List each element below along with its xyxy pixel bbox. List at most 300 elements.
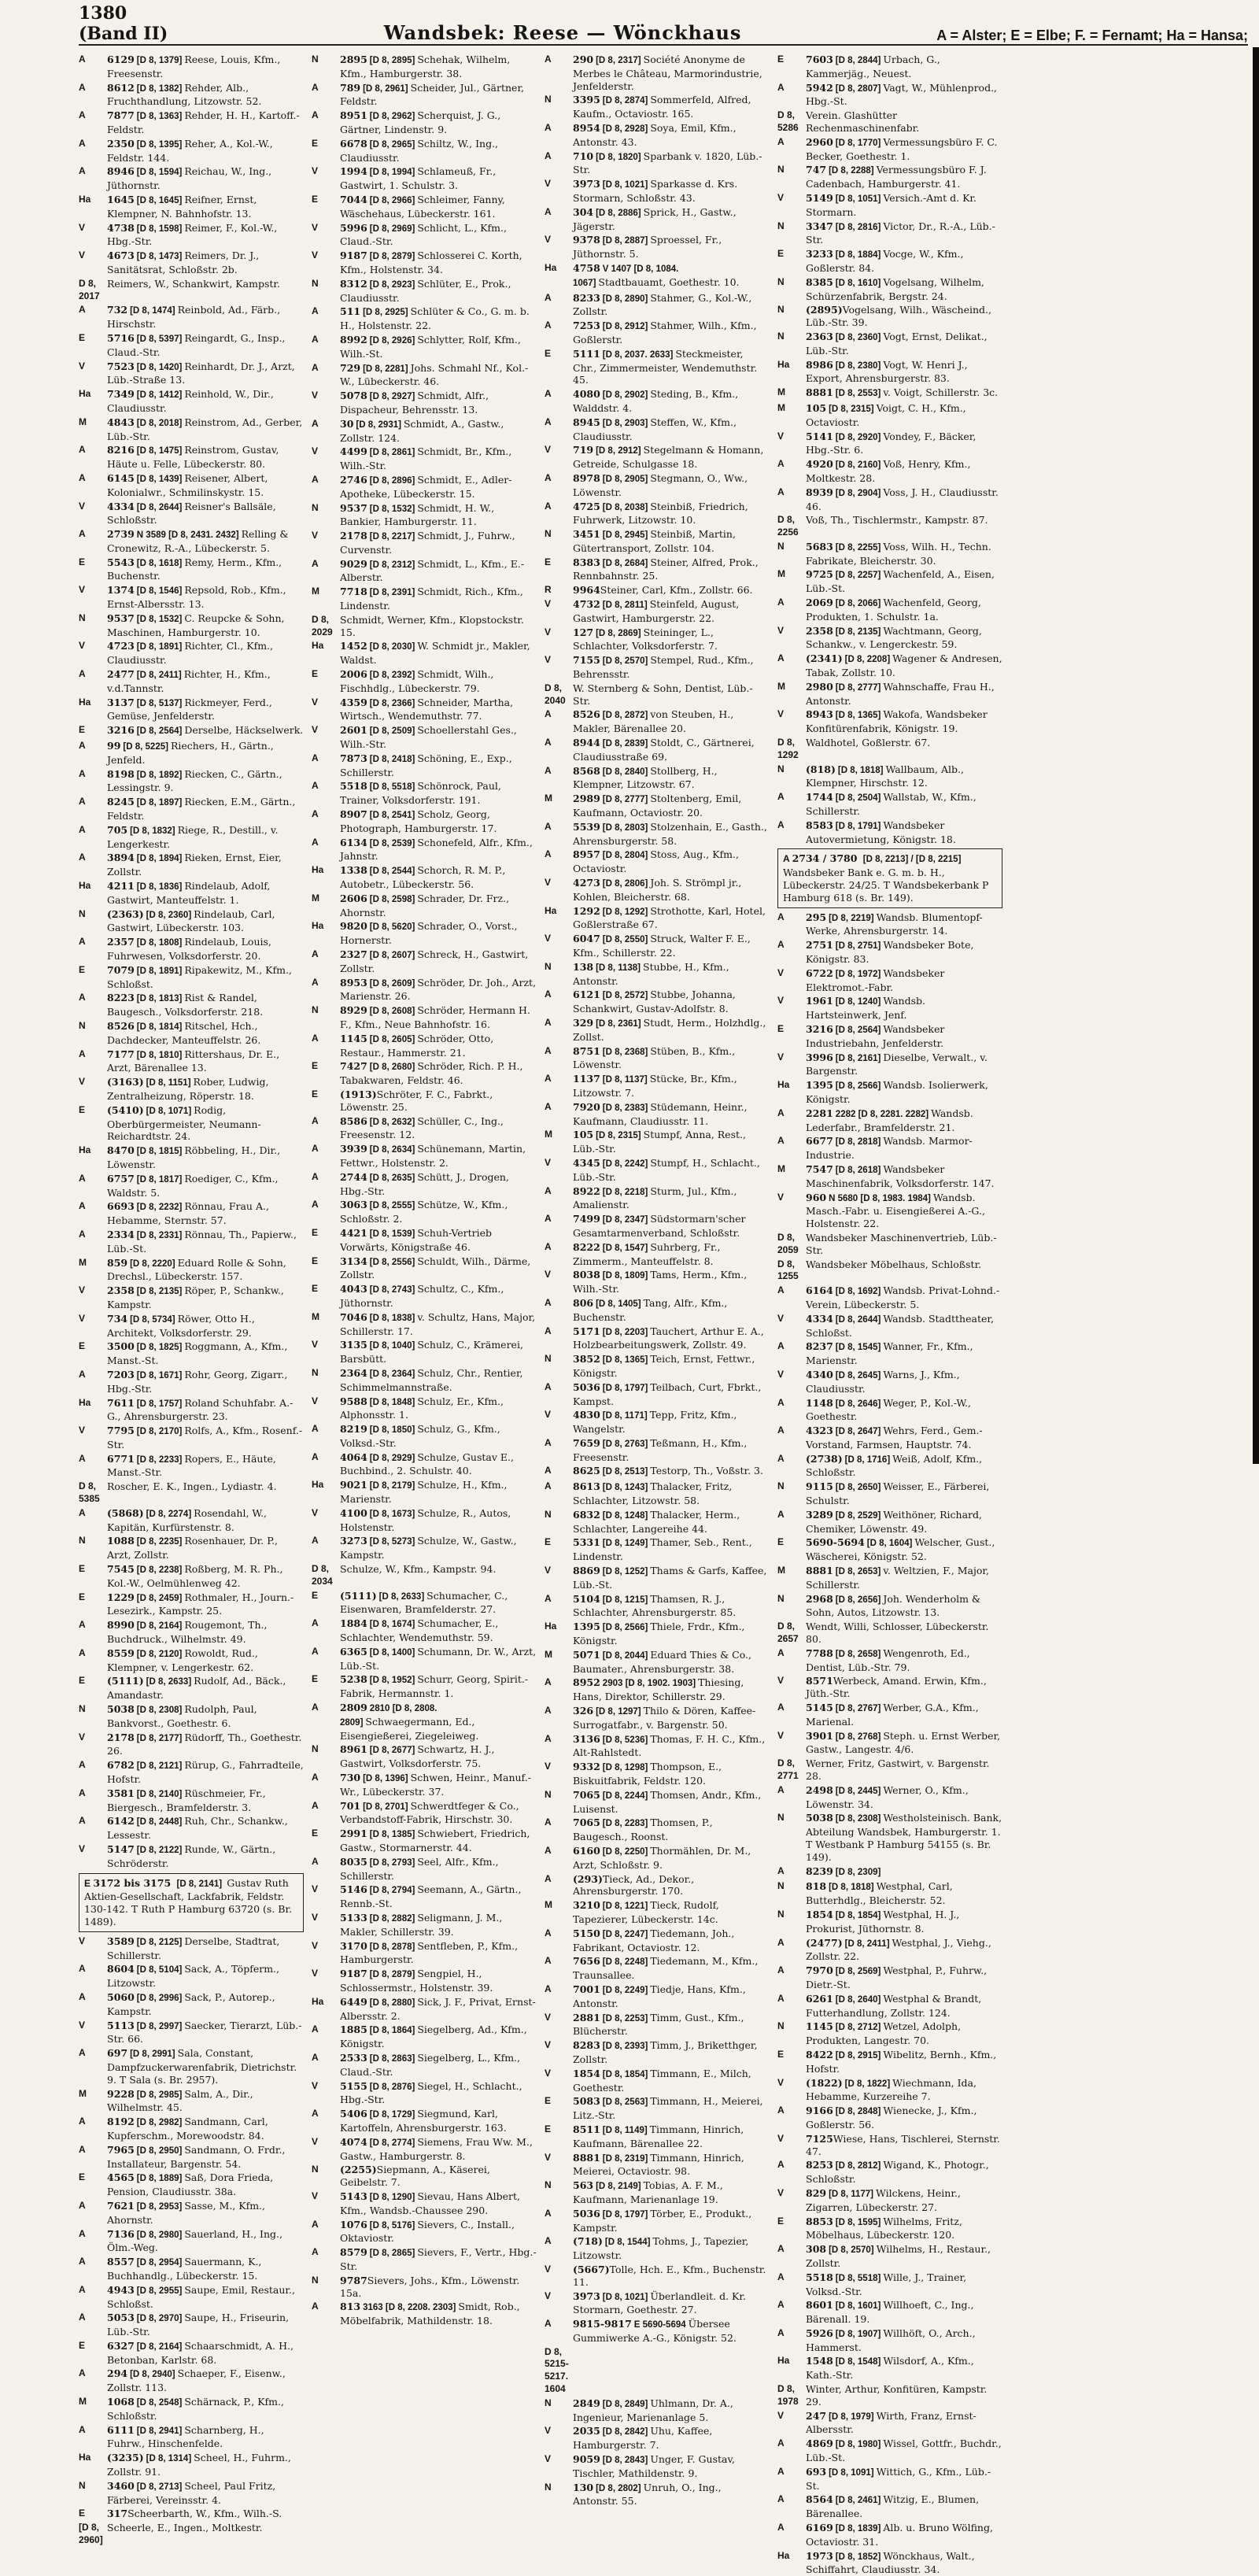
exchange-letter: A [79, 2423, 86, 2435]
list-item [79, 2200, 304, 2227]
exchange-letter: V [79, 1731, 86, 1743]
subscriber-name: Schröter, F. C., Fabrkt., Löwenstr. 25. [340, 1088, 493, 1113]
list-item [777, 1621, 1002, 1646]
exchange-letter: N [777, 2020, 785, 2032]
phone-number: 7253 [573, 320, 600, 332]
subscriber-name: Steinbiß, Martin, Gütertransport, Zollstr. 104. [573, 528, 736, 554]
phone-number: 7545 [107, 1563, 135, 1576]
list-item [777, 54, 1002, 80]
line-ref: [D 8, 1545] [835, 1343, 881, 1353]
entry-text [107, 2312, 304, 2338]
subscriber-name: Schwiebert, Friedrich, Gastw., Stormarnerstr. 44. [340, 1828, 530, 1853]
phone-number: 2178 [340, 530, 367, 542]
exchange-letter: A [545, 1325, 552, 1336]
list-item [545, 2208, 770, 2234]
line-ref: [D 8, 1601] [835, 2301, 881, 2312]
phone-number: 8038 [573, 1269, 600, 1281]
phone-number: 2606 [340, 892, 367, 904]
list-item [777, 1192, 1002, 1230]
list-item [545, 2095, 770, 2122]
entry-text [573, 1353, 770, 1380]
line-ref: [D 8, 1400] [369, 1647, 415, 1658]
entry-text [340, 752, 537, 779]
entry-text [573, 1845, 770, 1872]
list-item [312, 1227, 537, 1254]
subscriber-name: Wehrs, Ferd., Gem.-Vorstand, Farmsen, Hauptstr. 74. [806, 1425, 983, 1451]
subscriber-name: Tang, Alfr., Kfm., Buchenstr. [573, 1296, 728, 1323]
subscriber-name: Sengpiel, H., Schlossermstr., Holstenstr. 39. [340, 1968, 493, 1994]
exchange-letter: A [79, 852, 86, 863]
phone-number: 8222 [573, 1240, 600, 1253]
list-item [79, 1963, 304, 1990]
list-item [312, 82, 537, 109]
subscriber-name: Schumacher, E., Schlachter, Wendemuthstr. 59. [340, 1617, 499, 1644]
exchange-letter: V [545, 2151, 552, 2163]
exchange-letter: E [545, 2123, 552, 2134]
entry-text [573, 765, 770, 792]
line-ref: [D 8, 5518] [369, 782, 415, 793]
list-item [79, 1815, 304, 1842]
entry-text [340, 82, 537, 109]
exchange-letter: A [545, 2235, 552, 2247]
phone-number: 247 [806, 2409, 827, 2422]
phone-number: 2357 [107, 936, 135, 948]
entry-text [340, 920, 537, 947]
entry-text [340, 1590, 537, 1617]
phone-number: 8613 [573, 1480, 600, 1493]
subscriber-name: Sproessel, Fr., Jüthornstr. 5. [573, 234, 722, 261]
line-ref: [D 8, 1907] [835, 2329, 881, 2339]
phone-number: 5716 [107, 331, 135, 344]
phone-number: 8929 [340, 1004, 367, 1017]
subscriber-name: Wandsb. Privat-Lohnd.-Verein, Lübeckerstr. 5. [806, 1284, 1000, 1310]
list-item [545, 708, 770, 735]
line-ref: [D 8, 2844] [835, 56, 881, 65]
list-item [777, 1593, 1002, 1620]
entry-text [806, 541, 1002, 567]
phone-number: (5410) [107, 1103, 144, 1116]
line-ref: [D 8, 1171] [602, 1411, 648, 1421]
line-ref: [D 8, 1832] [130, 826, 175, 836]
exchange-letter: V [312, 724, 319, 736]
line-ref: [D 8, 2257] [835, 571, 881, 581]
exchange-letter: V [79, 1312, 86, 1324]
line-ref: [D 8, 5397] [136, 334, 183, 344]
entry-text [340, 1367, 537, 1394]
list-item [777, 1880, 1002, 1907]
list-item [312, 2136, 537, 2163]
subscriber-name: Reinbold, Ad., Färb., Hirschstr. [107, 304, 281, 331]
entry-text [340, 1004, 537, 1031]
entry-text [573, 1381, 770, 1408]
entry-text [806, 2355, 1002, 2382]
entry-text [806, 2410, 1002, 2437]
phone-number: 9964 [573, 584, 600, 597]
subscriber-name: Steiner, Carl, Kfm., Zollstr. 66. [600, 584, 753, 597]
exchange-letter: E [312, 1283, 319, 1295]
entry-text [573, 1017, 770, 1044]
subscriber-name: Sturm, Jul., Kfm., Amalienstr. [573, 1185, 737, 1211]
phone-number: 3170 [340, 1939, 367, 1952]
line-ref: [D 8, 2861] [369, 448, 415, 458]
phone-number: 8992 [340, 333, 367, 346]
phone-number: 7155 [573, 654, 600, 667]
list-item [777, 2243, 1002, 2270]
entry-text [107, 1507, 304, 1534]
phone-number: 3460 [107, 2479, 135, 2492]
subscriber-name: Sentfleben, P., Kfm., Hamburgerstr. [340, 1939, 519, 1966]
line-ref: [D 8, 2572] [602, 991, 648, 1001]
phone-number: 8198 [107, 767, 135, 780]
subscriber-name: Willhöft, O., Arch., Hammerst. [806, 2327, 976, 2353]
subscriber-name: Rönnau, Frau A., Hebamme, Sternstr. 57. [107, 1200, 269, 1227]
line-ref: [D 8, 2793] [369, 1857, 415, 1868]
list-item [777, 2049, 1002, 2075]
phone-number: 4869 [806, 2437, 833, 2450]
list-item [545, 178, 770, 205]
exchange-letter: A [545, 764, 552, 776]
line-ref: [D 8, 2777] [602, 795, 648, 805]
exchange-letter: A [312, 473, 319, 485]
subscriber-name: Rittershaus, Dr. E., Arzt, Bärenallee 13. [107, 1048, 280, 1074]
phone-number: 3273 [340, 1535, 367, 1547]
subscriber-name: Schaarschmidt, A. H., Betonban, Karlstr. 68. [107, 2339, 294, 2366]
entry-text [806, 1621, 1002, 1646]
subscriber-name: Steinbiß, Friedrich, Fuhrwerk, Litzowstr. 10. [573, 500, 748, 527]
line-ref: [D 8, 2605] [369, 1034, 415, 1044]
phone-number: (5868) [107, 1506, 144, 1519]
subscriber-name: Vagt, W., Mühlenprod., Hbg.-St. [806, 81, 998, 108]
subscriber-name: Schlameuß, Fr., Gastwirt, 1. Schulstr. 3. [340, 165, 497, 192]
list-item [312, 2023, 537, 2050]
list-item [545, 626, 770, 653]
exchange-letter: A [777, 1646, 785, 1658]
entry-text [340, 1115, 537, 1142]
exchange-letter: A [312, 305, 319, 317]
entry-text [107, 908, 304, 935]
phone-number: 7621 [107, 2199, 135, 2212]
subscriber-name: Rohr, Georg, Zigarr., Hbg.-Str. [107, 1368, 288, 1395]
subscriber-name: Schulze, H., Kfm., Marienstr. [340, 1479, 508, 1506]
subscriber-name: Rehder, H. H., Kartoff.-Feldstr. [107, 109, 300, 135]
exchange-letter: A [777, 791, 785, 803]
entry-text [573, 1593, 770, 1620]
entry-text [573, 708, 770, 735]
line-ref: [D 8, 1884] [835, 250, 881, 261]
phone-number: 9021 [340, 1479, 367, 1491]
subscriber-name: Sack, A., Töpferm., Litzowstr. [107, 1963, 279, 1990]
list-item [79, 556, 304, 583]
exchange-letter: E [777, 2215, 785, 2227]
entry-text [107, 584, 304, 611]
exchange-letter: A [312, 2218, 319, 2230]
entry-text [573, 1705, 770, 1732]
exchange-letter: A [545, 1817, 552, 1828]
phone-number: (2341) [806, 652, 843, 665]
line-ref: [D 8, 2242] [602, 1159, 648, 1169]
list-item [545, 654, 770, 681]
list-item [312, 614, 537, 639]
exchange-letter: A [777, 2493, 785, 2505]
list-item [545, 2068, 770, 2094]
list-item [79, 360, 304, 387]
entry-text [806, 276, 1002, 303]
list-item [777, 2105, 1002, 2131]
list-item [79, 194, 304, 220]
exchange-letter: M [545, 1129, 552, 1140]
exchange-letter: V [545, 2453, 552, 2465]
phone-number: 6111 [107, 2423, 135, 2436]
entry-text [340, 1968, 537, 1994]
list-item [777, 82, 1002, 109]
line-ref: [D 8, 2912] [596, 446, 641, 456]
entry-text [573, 2179, 770, 2206]
subscriber-name: Teich, Ernst, Fettwr., Königstr. [573, 1353, 755, 1379]
entry-text [340, 1828, 537, 1854]
phone-number: (2895) [806, 304, 843, 316]
entry-text [107, 1257, 304, 1284]
entry-text [573, 1817, 770, 1843]
entry-text [340, 334, 537, 360]
line-ref: [D 8, 1972] [835, 969, 881, 979]
line-ref: [D 8, 1420] [136, 362, 183, 372]
line-ref: [D 8, 2969] [369, 224, 415, 234]
entry-text [107, 2452, 304, 2478]
subscriber-name: Struck, Walter F. E., Kfm., Schillerstr. 22. [573, 933, 751, 959]
list-item [545, 1845, 770, 1872]
list-item [545, 206, 770, 233]
entry-text [806, 1425, 1002, 1451]
line-ref: [D 8, 1839] [835, 2524, 881, 2534]
subscriber-name: Saß, Dora Frieda, Pension, Claudiusstr. 38a. [107, 2171, 274, 2198]
subscriber-name: Röbbeling, H., Dir., Löwenstr. [107, 1144, 281, 1170]
entry-text [107, 2256, 304, 2282]
phone-number: 5150 [573, 1927, 600, 1939]
subscriber-name: Unruh, O., Ing., Antonstr. 55. [573, 2481, 722, 2508]
exchange-letter: V [312, 530, 319, 541]
list-item [545, 1269, 770, 1295]
entry-text [340, 1227, 537, 1254]
entry-text [107, 1591, 304, 1618]
list-item [79, 416, 304, 443]
phone-number: 5060 [107, 1990, 135, 2003]
subscriber-name: Schaeper, F., Eisenw., Zollstr. 113. [107, 2367, 286, 2394]
entry-text [340, 1255, 537, 1282]
list-item [545, 848, 770, 875]
entry-text [806, 939, 1002, 966]
list-item [79, 2522, 304, 2547]
line-ref: [D 8, 2331] [136, 1230, 183, 1240]
page-title: Wandsbek: Reese — Wönckhaus [383, 21, 742, 44]
line-ref: [D 8, 2141] [176, 1879, 225, 1889]
exchange-letter: Ha [312, 864, 324, 876]
exchange-letter: V [312, 696, 319, 708]
line-ref: [D 8, 2677] [369, 1746, 415, 1756]
exchange-letter: N [545, 1788, 552, 1800]
line-ref: [D 8, 1365] [835, 711, 881, 721]
subscriber-name: Schlosserei C. Korth, Kfm., Holstenstr. 34. [340, 249, 522, 275]
exchange-letter: A [545, 471, 552, 483]
list-item [777, 2216, 1002, 2242]
phone-number: 4359 [340, 696, 367, 708]
list-item [79, 1843, 304, 1870]
line-ref: 2903 [D 8, 1902. 1903] [602, 1679, 696, 1689]
exchange-letter: M [79, 1256, 87, 1268]
exchange-letter: V [777, 2186, 785, 2198]
subscriber-name: Remy, Herm., Kfm., Buchenstr. [107, 556, 282, 582]
list-item [79, 908, 304, 935]
exchange-letter: A [79, 2283, 86, 2295]
exchange-letter: A [79, 1506, 86, 1518]
line-ref: [D 8, 2247] [602, 1929, 648, 1939]
list-item [312, 1339, 537, 1366]
exchange-letter: V [312, 1506, 319, 1518]
list-item [545, 1621, 770, 1647]
line-ref: [D 8, 2566] [835, 1081, 881, 1092]
exchange-letter: V [777, 2132, 785, 2144]
exchange-letter: A [545, 1732, 552, 1744]
exchange-letter: A [545, 150, 552, 161]
subscriber-name: Wille, J., Trainer, Volksd.-Str. [806, 2271, 967, 2297]
exchange-letter: N [777, 275, 785, 287]
entry-text [340, 1088, 537, 1114]
line-ref: [D 8, 2529] [835, 1510, 881, 1521]
subscriber-name: Scheel, H., Fuhrm., Zollstr. 91. [107, 2452, 291, 2478]
exchange-letter: A [545, 320, 552, 331]
exchange-letter: V [545, 2290, 552, 2301]
line-ref: [D 8, 1673] [369, 1509, 415, 1519]
exchange-letter: A [312, 948, 319, 959]
entry-text [573, 501, 770, 527]
phone-number: 326 [573, 1705, 594, 1717]
subscriber-name: Wagener & Andresen, Tabak, Zollstr. 10. [806, 652, 1002, 679]
exchange-letter: N [79, 1019, 86, 1031]
line-ref: [D 8, 1729] [369, 2110, 415, 2120]
phone-number: 7177 [107, 1048, 135, 1060]
line-ref: [D 8, 2448] [136, 1817, 183, 1828]
subscriber-name: Richter, H., Kfm., v.d.Tannstr. [107, 668, 271, 694]
subscriber-name: Wallbaum, Alb., Klempner, Hirschstr. 12. [806, 763, 964, 789]
phone-number: 6261 [806, 1992, 833, 2005]
list-item [312, 2164, 537, 2189]
line-ref: [D 8, 2255] [835, 542, 881, 553]
phone-number: 4738 [107, 221, 135, 234]
line-ref: [D 8, 2569] [835, 1967, 881, 1977]
entry-text [107, 1843, 304, 1870]
subscriber-name: Reisner's Ballsäle, Schloßstr. [107, 500, 276, 527]
line-ref: [D 8, 2903] [602, 418, 648, 428]
line-ref: 2810 [D 8, 2808. 2809] [340, 1704, 438, 1728]
list-item [777, 1993, 1002, 2020]
subscriber-name: Schwartz, H. J., Gastwirt, Volksdorferstr. 75. [340, 1743, 495, 1770]
column-2 [312, 54, 537, 2327]
line-ref: [D 8, 2161] [835, 1053, 881, 1063]
list-item [777, 2187, 1002, 2214]
entry-text [340, 1060, 537, 1087]
list-item [545, 1129, 770, 1155]
list-item [545, 150, 770, 177]
phone-number: 8751 [573, 1044, 600, 1057]
exchange-letter: A [312, 1617, 319, 1629]
subscriber-name: Wachenfeld, A., Eisen, Lüb.-St. [806, 568, 995, 595]
line-ref: [D 8, 1149] [602, 2125, 648, 2135]
phone-number: 1145 [806, 2020, 833, 2033]
line-ref: [D 8, 2985] [136, 2090, 183, 2100]
phone-number: 7877 [107, 109, 135, 122]
phone-number: 1148 [806, 1396, 833, 1409]
line-ref: [D 8, 1797] [602, 2209, 648, 2219]
entry-text [806, 1051, 1002, 1078]
list-item [312, 2246, 537, 2273]
line-ref: [D 8, 2366] [369, 698, 415, 708]
line-ref: [D 8, 1674] [369, 1620, 415, 1630]
exchange-letter: V [79, 1843, 86, 1854]
entry-text [573, 1297, 770, 1324]
subscriber-name: Reinhold, W., Dir., Claudiusstr. [107, 388, 274, 414]
entry-text [340, 864, 537, 891]
line-ref: [D 8, 2038] [602, 502, 648, 512]
phone-number: 7349 [107, 388, 135, 401]
phone-number: 7079 [107, 963, 135, 976]
entry-text [573, 961, 770, 988]
phone-number: 8951 [340, 109, 367, 122]
phone-number: 4273 [573, 877, 600, 889]
exchange-letter: A [545, 1044, 552, 1056]
subscriber-name: Rober, Ludwig, Zentralheizung, Röperstr. 18. [107, 1076, 269, 1102]
subscriber-name: Schmidt, Werner, Kfm., Klopstockstr. 15. [340, 613, 524, 638]
subscriber-name: Sparkasse d. Krs. Stormarn, Schloßstr. 43. [573, 178, 738, 204]
list-item [545, 1789, 770, 1816]
list-item [79, 1619, 304, 1646]
list-item [79, 1703, 304, 1730]
exchange-letter: V [79, 1425, 86, 1436]
phone-number: 1076 [340, 2218, 367, 2230]
line-ref: [D 8, 1594] [136, 168, 183, 178]
entry-text [806, 2493, 1002, 2520]
exchange-letter: A [79, 1048, 86, 1059]
phone-number: 8583 [806, 819, 833, 831]
list-item [545, 1817, 770, 1843]
subscriber-name: Schönrock, Paul, Trainer, Volksdorferstr. 191. [340, 780, 501, 807]
exchange-letter: N [545, 528, 552, 540]
subscriber-name: Thompson, E., Biskuitfabrik, Feldstr. 120. [573, 1761, 722, 1787]
phone-number: 5141 [806, 430, 833, 442]
exchange-letter: A [777, 81, 785, 93]
list-item [545, 556, 770, 583]
exchange-letter: A [545, 54, 552, 65]
exchange-letter: V [545, 626, 552, 638]
entry-text [806, 967, 1002, 994]
line-ref: [D 8, 2364] [369, 1369, 415, 1379]
list-item [79, 444, 304, 471]
subscriber-name: Schleimer, Fanny, Wäschehaus, Lübeckerstr. 161. [340, 193, 505, 220]
list-item [777, 220, 1002, 247]
list-item [777, 2437, 1002, 2464]
list-item [777, 304, 1002, 329]
subscriber-name: Wandsbeker Maschinenfabrik, Volksdorferstr. 147. [806, 1162, 995, 1189]
line-ref: [D 8, 2312] [369, 560, 415, 570]
exchange-letter: A [79, 992, 86, 1003]
list-item [777, 597, 1002, 623]
phone-number: 4920 [806, 458, 833, 471]
exchange-letter: V [312, 1939, 319, 1951]
phone-number: 5539 [573, 820, 600, 833]
exchange-letter: D 8, 5286 [777, 109, 799, 133]
line-ref: [D 8, 2896] [369, 475, 415, 486]
line-ref: [D 8, 2646] [835, 1399, 881, 1409]
phone-number: 5155 [340, 2079, 367, 2092]
phone-number: 5036 [573, 1380, 600, 1393]
